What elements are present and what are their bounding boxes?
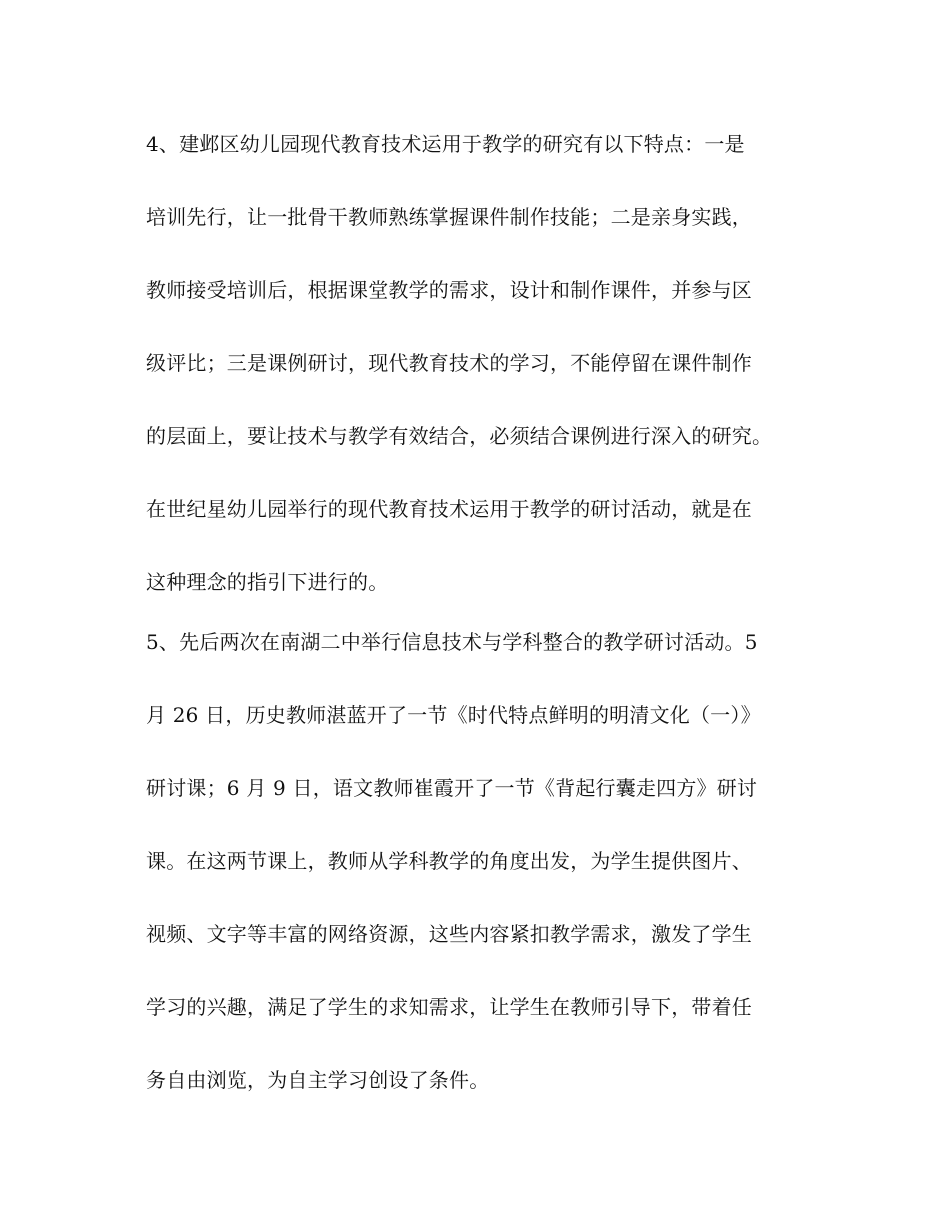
paragraph-line: 学习的兴趣，满足了学生的求知需求，让学生在教师引导下，带着任 — [146, 995, 752, 1019]
paragraph-line: 视频、文字等丰富的网络资源，这些内容紧扣教学需求，激发了学生 — [146, 922, 752, 946]
paragraph-line: 级评比；三是课例研讨，现代教育技术的学习，不能停留在课件制作 — [146, 351, 752, 375]
paragraph-line: 教师接受培训后，根据课堂教学的需求，设计和制作课件，并参与区 — [146, 278, 752, 302]
paragraph-line: 这种理念的指引下进行的。 — [146, 570, 389, 594]
paragraph-line: 的层面上，要让技术与教学有效结合，必须结合课例进行深入的研究。 — [146, 424, 773, 448]
paragraph-line: 课。在这两节课上，教师从学科教学的角度出发，为学生提供图片、 — [146, 849, 752, 873]
paragraph-line: 研讨课；6 月 9 日，语文教师崔霞开了一节《背起行囊走四方》研讨 — [146, 776, 758, 800]
paragraph-line: 5、先后两次在南湖二中举行信息技术与学科整合的教学研讨活动。5 — [146, 630, 758, 654]
paragraph-line: 务自由浏览，为自主学习创设了条件。 — [146, 1068, 490, 1092]
paragraph-line: 月 26 日，历史教师湛蓝开了一节《时代特点鲜明的明清文化（一）》 — [146, 703, 761, 727]
paragraph-line: 在世纪星幼儿园举行的现代教育技术运用于教学的研讨活动，就是在 — [146, 497, 752, 521]
paragraph-line: 培训先行，让一批骨干教师熟练掌握课件制作技能；二是亲身实践， — [146, 205, 752, 229]
paragraph-line: 4、建邺区幼儿园现代教育技术运用于教学的研究有以下特点：一是 — [146, 132, 745, 156]
